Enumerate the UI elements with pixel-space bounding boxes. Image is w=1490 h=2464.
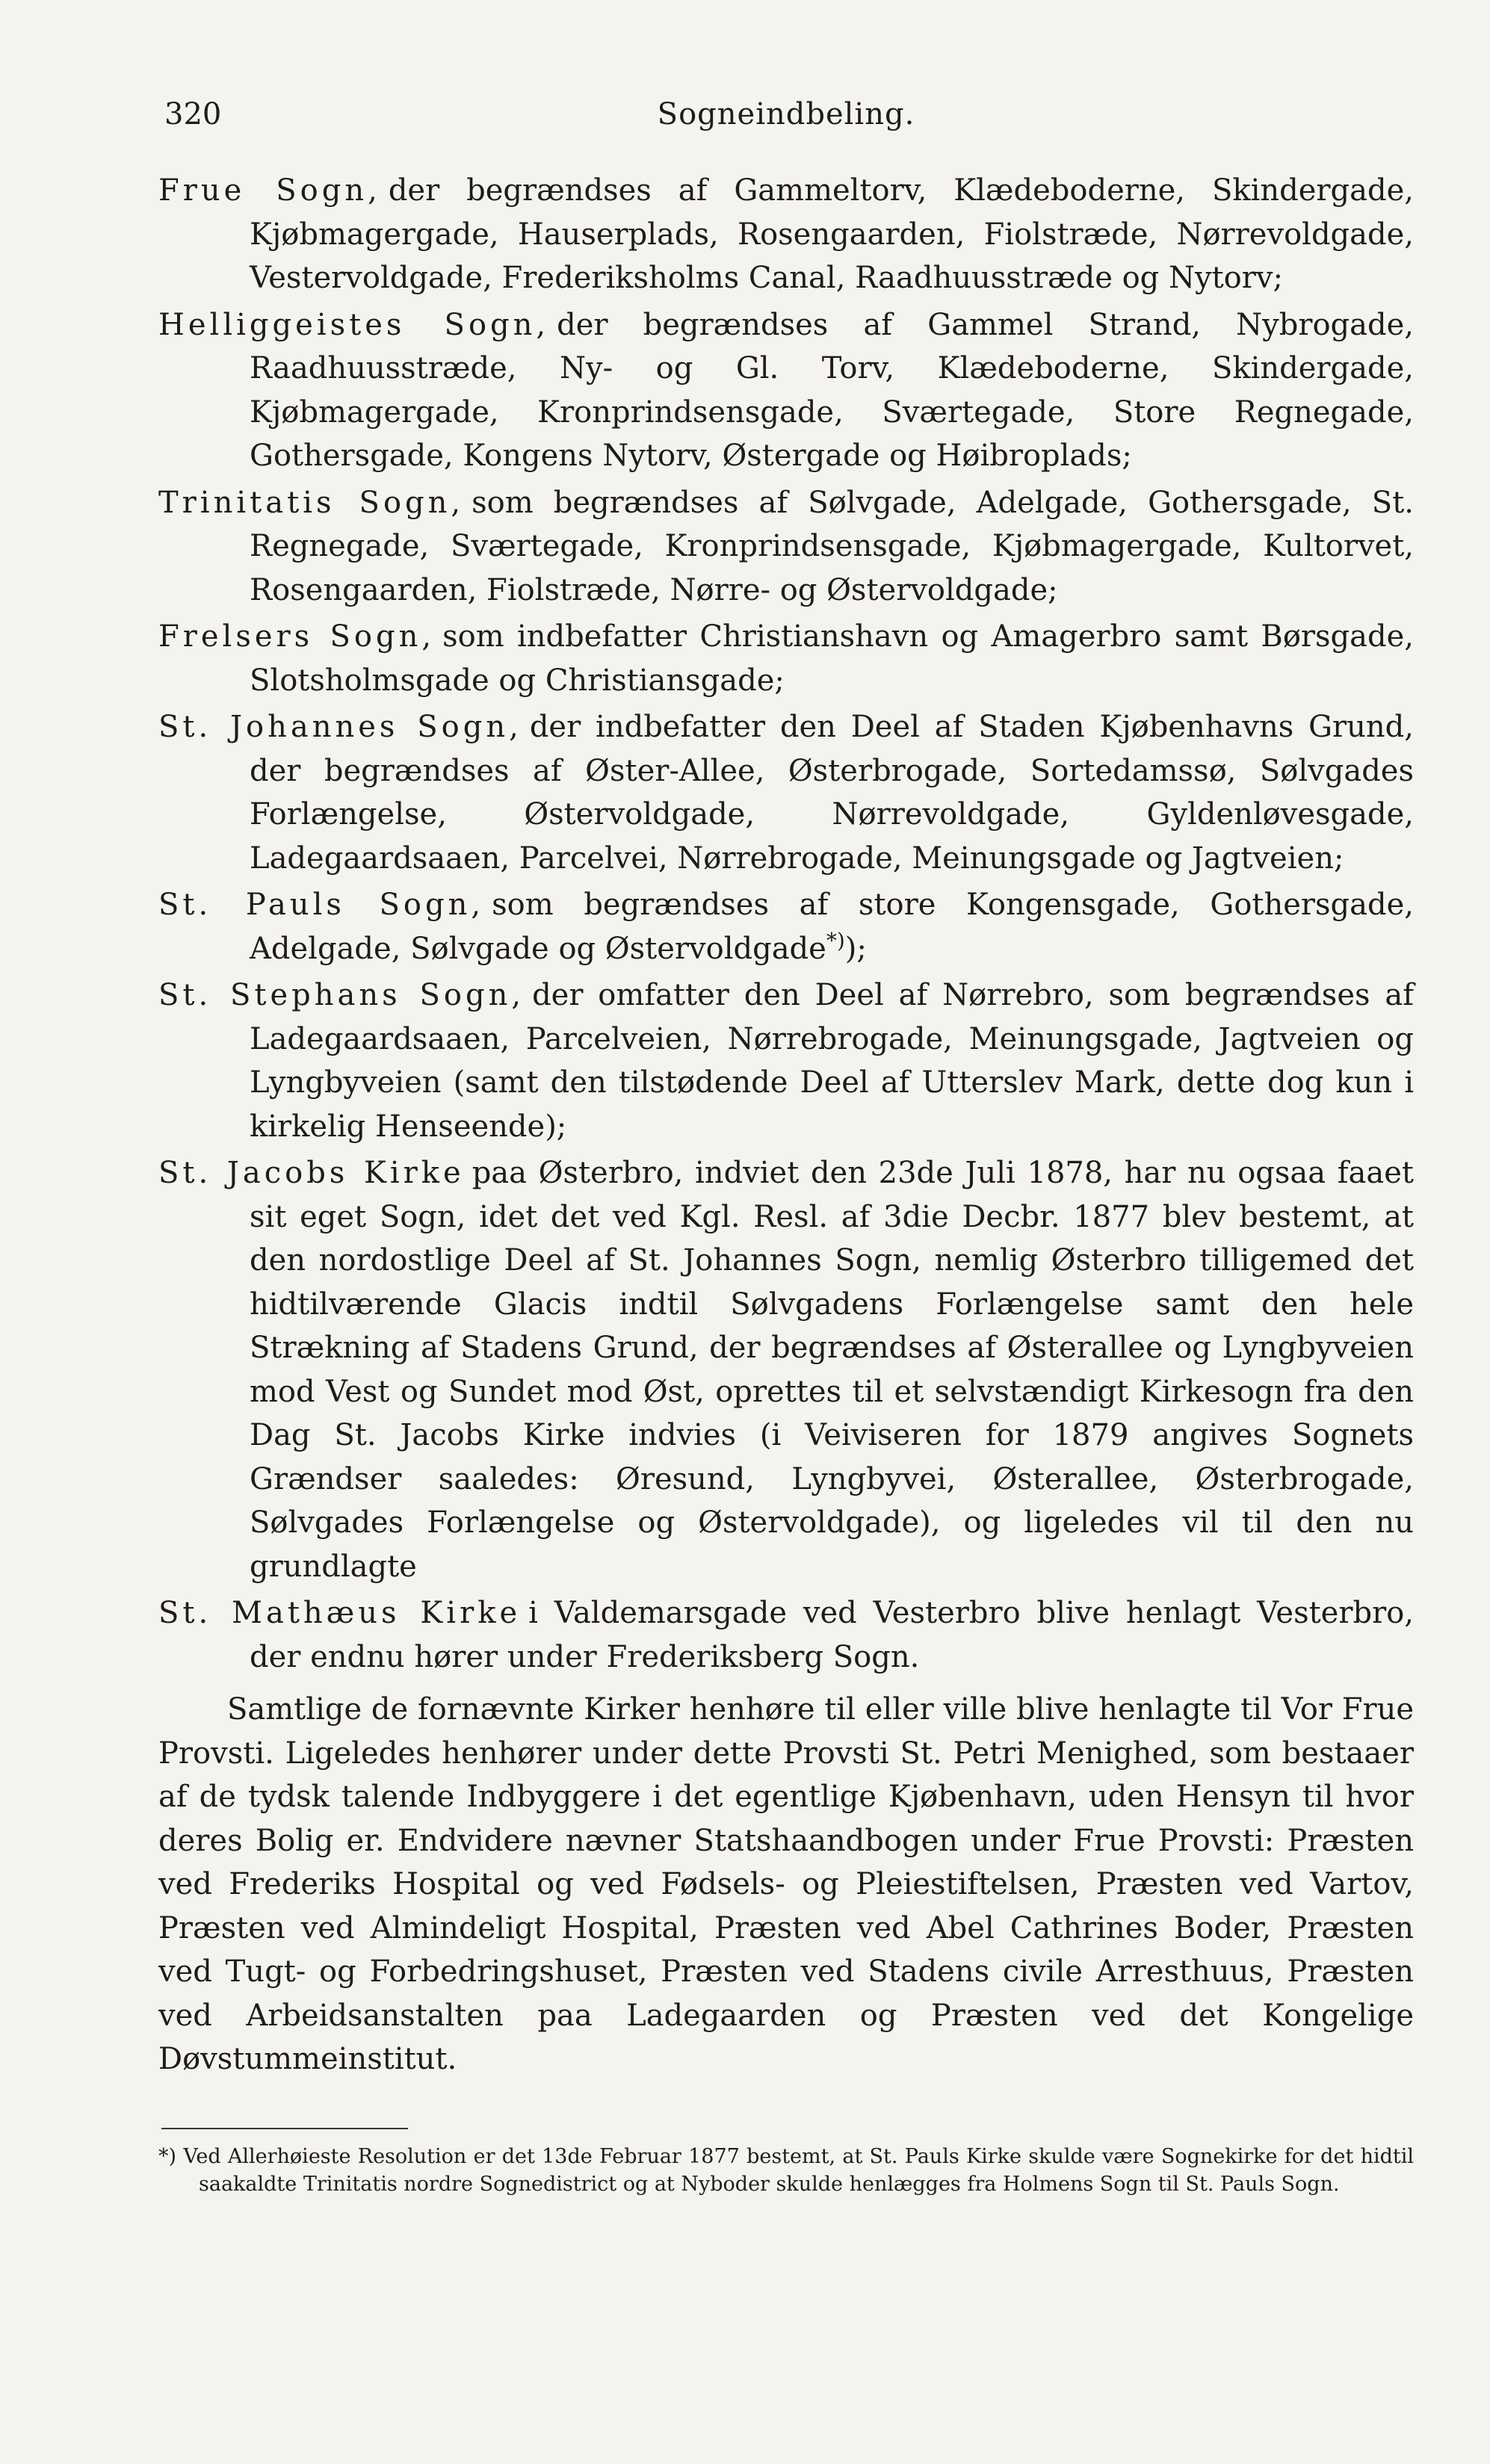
parish-entry-frelsers bbox=[158, 615, 1414, 702]
summary-paragraph: Samtlige de fornævnte Kirker henhøre til eller ville blive henlagte til Vor Frue Provsti. Ligeledes henhører under dette Provsti St. Petri Menighed, som bestaaer af de tydsk talende Indbyggere i det egentlige Kjøbenhavn, uden Hensyn til hvor deres Bolig er. Endvidere nævner Statshaandbogen under Frue Provsti: Præsten ved Frederiks Hospital og ved Fødsels- og Pleiestiftelsen, Præsten ved Vartov, Præsten ved Almindeligt Hospital, Præsten ved Abel Cathrines Boder, Præsten ved Tugt- og Forbedringshuset, Præsten ved Stadens civile Arresthuus, Præsten ved Arbeidsanstalten paa Ladegaarden og Præsten ved det Kongelige Døvstummeinstitut. bbox=[158, 1692, 1414, 2076]
parish-entry-trinitatis bbox=[158, 481, 1414, 613]
parish-name: Frue Sogn, bbox=[158, 173, 381, 208]
footnote bbox=[158, 2143, 1414, 2198]
parish-description: der indbefatter den Deel af Staden Kjøbenhavns Grund, der begrændses af Øster-Allee, Østerbrogade, Sortedamssø, Sølvgades Forlængelse, Østervoldgade, Nørrevoldgade, Gyldenløvesgade, Ladegaardsaaen, Parcelvei, Nørrebrogade, Meinungsgade og Jagtveien; bbox=[250, 710, 1414, 876]
parish-name: St. Mathæus Kirke bbox=[158, 1596, 522, 1630]
parish-description: som indbefatter Christianshavn og Amagerbro samt Børsgade, Slotsholmsgade og Christiansgade; bbox=[250, 619, 1414, 698]
parish-name: St. Jacobs Kirke bbox=[158, 1156, 465, 1190]
parish-name: Helliggeistes Sogn, bbox=[158, 307, 550, 342]
parish-entry-st-mathaeus bbox=[158, 1591, 1414, 1679]
parish-entry-helliggeistes bbox=[158, 303, 1414, 478]
parish-description: der omfatter den Deel af Nørrebro, som begrændses af Ladegaardsaaen, Parcelveien, Nørrebrogade, Meinungsgade, Jagtveien og Lyngbyveien (samt den tilstødende Deel af Utterslev Mark, dette dog kun i kirkelig Henseende); bbox=[250, 978, 1415, 1144]
parish-name: Trinitatis Sogn, bbox=[158, 485, 465, 520]
parish-entry-st-jacobs bbox=[158, 1151, 1414, 1588]
parish-description: der begrændses af Gammel Strand, Nybrogade, Raadhuusstræde, Ny- og Gl. Torv, Klædeboderne, Skindergade, Kjøbmagergade, Kronprindsensgade, Sværtegade, Store Regnegade, Gothersgade, Kongens Nytorv, Østergade og Høibroplads; bbox=[250, 307, 1414, 473]
parish-entry-st-stephans bbox=[158, 973, 1414, 1148]
parish-description: der begrændses af Gammeltorv, Klædeboderne, Skindergade, Kjøbmagergade, Hauserplads, Rosengaarden, Fiolstræde, Nørrevoldgade, Vestervoldgade, Frederiksholms Canal, Raadhuusstræde og Nytorv; bbox=[250, 173, 1414, 295]
parish-name: St. Pauls Sogn, bbox=[158, 888, 485, 922]
parish-description: paa Østerbro, indviet den 23de Juli 1878, har nu ogsaa faaet sit eget Sogn, idet det ved Kgl. Resl. af 3die Decbr. 1877 blev bestemt, at den nordostlige Deel af St. Johannes Sogn, nemlig Østerbro tilligemed det hidtilværende Glacis indtil Sølvgadens Forlængelse samt den hele Strækning af Stadens Grund, der begrændses af Østerallee og Lyngbyveien mod Vest og Sundet mod Øst, oprettes til et selvstændigt Kirkesogn fra den Dag St. Jacobs Kirke indvies (i Veiviseren for 1879 angives Sognets Grændser saaledes: Øresund, Lyngbyvei, Østerallee, Østerbrogade, Sølvgades Forlængelse og Østervoldgade), og ligeledes vil til den nu grundlagte bbox=[250, 1156, 1415, 1584]
page-number: 320 bbox=[164, 97, 222, 131]
parish-entry-frue bbox=[158, 169, 1414, 300]
parish-description-tail: ); bbox=[844, 931, 867, 966]
parish-name: St. Johannes Sogn, bbox=[158, 710, 522, 744]
parish-entry-st-pauls bbox=[158, 883, 1414, 971]
footnote-reference[interactable]: *) bbox=[826, 928, 845, 953]
parish-description: i Valdemarsgade ved Vesterbro blive henlagt Vesterbro, der endnu hører under Frederiksberg Sogn. bbox=[250, 1596, 1414, 1674]
footnote-text: Ved Allerhøieste Resolution er det 13de Februar 1877 bestemt, at St. Pauls Kirke skulde være Sognekirke for det hidtil saakaldte Trinitatis nordre Sognedistrict og at Nyboder skulde henlægges fra Holmens Sogn til St. Pauls Sogn. bbox=[183, 2144, 1414, 2196]
running-head bbox=[158, 88, 1414, 140]
parish-entry-st-johannes bbox=[158, 705, 1414, 880]
footnote-divider bbox=[161, 2128, 408, 2129]
parish-name: St. Stephans Sogn, bbox=[158, 978, 525, 1012]
running-title: Sogneindbeling. bbox=[657, 97, 915, 131]
parish-description: som begrændses af Sølvgade, Adelgade, Gothersgade, St. Regnegade, Sværtegade, Kronprindsensgade, Kjøbmagergade, Kultorvet, Rosengaarden, Fiolstræde, Nørre- og Østervoldgade; bbox=[250, 485, 1414, 607]
parish-description: som begrændses af store Kongensgade, Gothersgade, Adelgade, Sølvgade og Østervoldgade bbox=[250, 888, 1415, 966]
footnote-marker: *) bbox=[158, 2144, 177, 2168]
page bbox=[158, 88, 1414, 2198]
parish-name: Frelsers Sogn, bbox=[158, 619, 436, 654]
